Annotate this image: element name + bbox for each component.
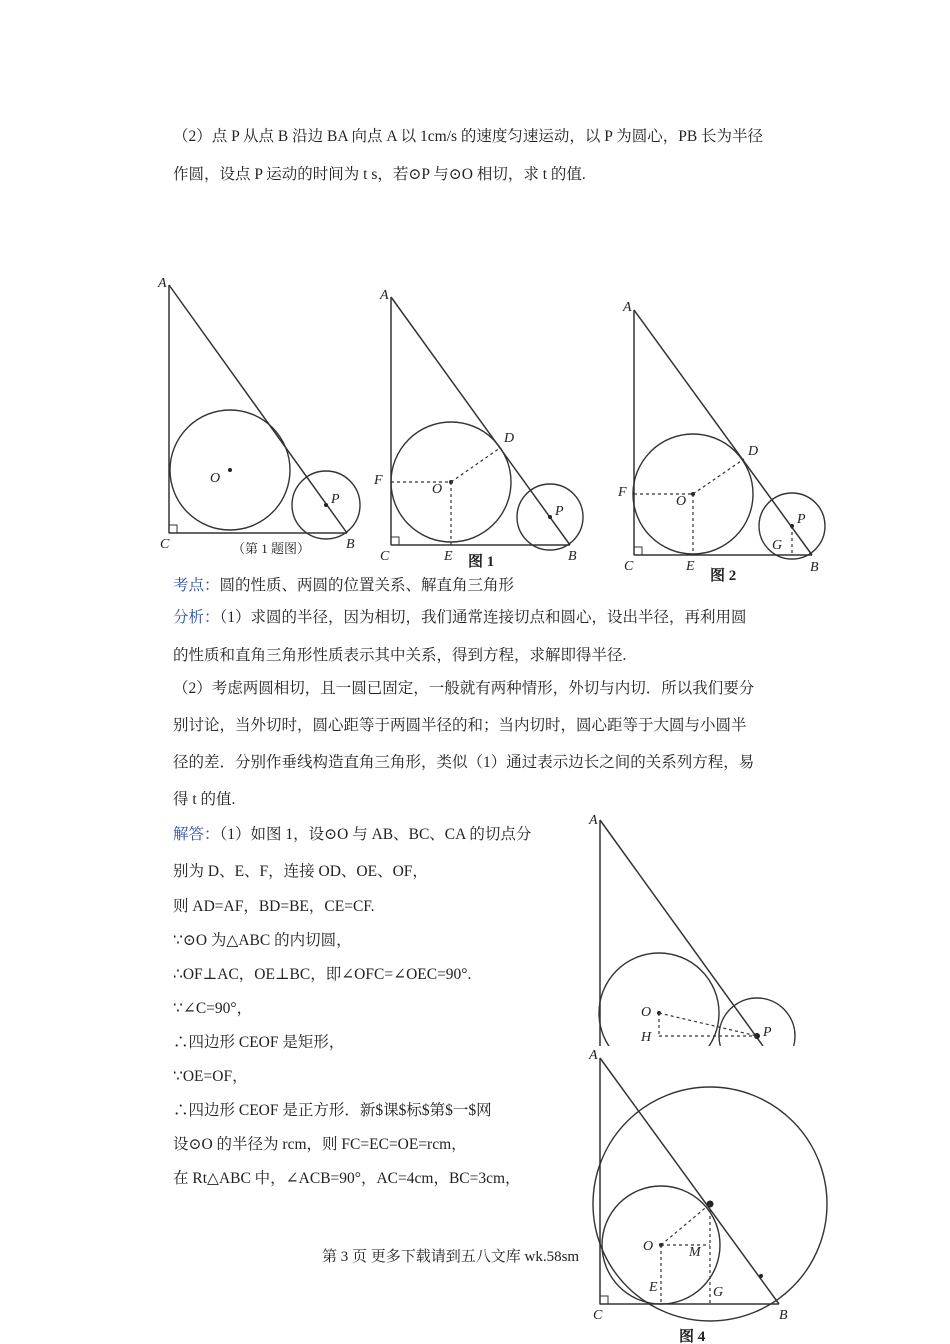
svg-text:B: B [810,560,819,575]
svg-text:G: G [713,1285,724,1300]
label-c: C [160,537,170,552]
svg-text:P: P [763,1025,772,1040]
svg-text:B: B [779,1308,788,1323]
jieda-line-2: 别为 D、E、F，连接 OD、OE、OF， [173,863,428,880]
fenxi-label: 分析： [173,609,220,626]
svg-text:O: O [676,494,687,509]
fenxi-line-5: 径的差．分别作垂线构造直角三角形，类似（1）通过表示边长之间的关系列方程，易 [173,754,755,771]
svg-text:O: O [432,482,443,497]
right-angle-mark [169,525,177,533]
jieda-line-7: ∴四边形 CEOF 是矩形， [173,1034,345,1051]
svg-text:O: O [643,1239,654,1254]
svg-text:D: D [504,431,515,446]
question-line-2: 作圆，设点 P 运动的时间为 t s，若⊙P 与⊙O 相切，求 t 的值. [173,166,586,183]
svg-text:O: O [641,1005,652,1020]
page-footer: 第 3 页 更多下载请到五八文库 wk.58sm [322,1249,580,1265]
figure-1 [370,282,590,574]
label-o: O [210,471,221,486]
side-ab [169,285,347,533]
jieda-line-11: 在 Rt△ABC 中，∠ACB=90°，AC=4cm，BC=3cm， [173,1170,521,1187]
svg-text:C: C [624,559,634,574]
figure-caption: 图 1 [468,554,495,570]
svg-text:E: E [649,1280,658,1295]
fenxi-line-4: 别讨论，当外切时，圆心距等于两圆半径的和；当内切时，圆心距等于大圆与小圆半 [173,717,747,734]
fenxi-line-1: 分析：（1）求圆的半径，因为相切，我们通常连接切点和圆心，设出半径，再利用圆 [173,609,747,626]
center-p [324,503,328,507]
kaodian-text: 圆的性质、两圆的位置关系、解直角三角形 [219,577,515,594]
point-on-ab [759,1274,763,1278]
svg-text:H: H [641,1030,652,1045]
figure-4 [585,1044,835,1344]
jieda-line-4: ∵⊙O 为△ABC 的内切圆， [173,932,352,949]
svg-text:B: B [568,549,577,564]
figure-3 [585,808,800,1046]
svg-text:E: E [444,549,453,564]
label-p: P [331,492,340,507]
label-b: B [346,537,355,552]
svg-text:E: E [686,559,695,574]
svg-text:A: A [589,813,598,828]
svg-text:A: A [380,288,389,303]
label-a: A [158,276,167,291]
svg-text:P: P [555,504,564,519]
question-line-1: （2）点 P 从点 B 沿边 BA 向点 A 以 1cm/s 的速度匀速运动，以 P 为圆心，PB 长为半径 [173,128,764,145]
svg-text:F: F [374,473,383,488]
svg-text:P: P [797,512,806,527]
svg-text:A: A [589,1048,598,1063]
svg-text:C: C [380,549,390,564]
svg-text:C: C [593,1308,603,1323]
jieda-line-1: 解答：（1）如图 1，设⊙O 与 AB、BC、CA 的切点分 [173,826,532,843]
jieda-line-9: ∴四边形 CEOF 是正方形．新$课$标$第$一$网 [173,1102,492,1119]
kaodian-label: 考点： [173,577,220,594]
figure-caption: 图 4 [679,1329,706,1344]
jieda-line-10: 设⊙O 的半径为 rcm，则 FC=EC=OE=rcm， [173,1136,467,1153]
center-o [228,468,232,472]
svg-text:M: M [689,1245,701,1260]
jieda-line-3: 则 AD=AF，BD=BE，CE=CF. [173,898,375,915]
jieda-line-5: ∴OF⊥AC，OE⊥BC，即∠OFC=∠OEC=90°. [173,966,472,983]
fenxi-line-6: 得 t 的值. [173,791,236,808]
center-p [548,515,552,519]
figure-caption: 图 2 [710,568,737,584]
segment-od [451,448,500,482]
svg-text:F: F [618,485,627,500]
svg-text:D: D [748,444,759,459]
kaodian [173,576,514,596]
figure-caption: （第 1 题图） [232,541,311,556]
jieda-label: 解答： [173,826,220,843]
jieda-line-8: ∵OE=OF， [173,1068,248,1085]
figure-2 [612,295,842,587]
fenxi-line-3: （2）考虑两圆相切，且一圆已固定，一般就有两种情形，外切与内切．所以我们要分 [173,680,755,697]
jieda-line-6: ∵∠C=90°， [173,1000,253,1017]
figure-problem [150,270,370,560]
svg-text:A: A [623,300,632,315]
svg-text:G: G [772,538,783,553]
fenxi-line-2: 的性质和直角三角形性质表示其中关系，得到方程，求解即得半径. [173,647,627,664]
